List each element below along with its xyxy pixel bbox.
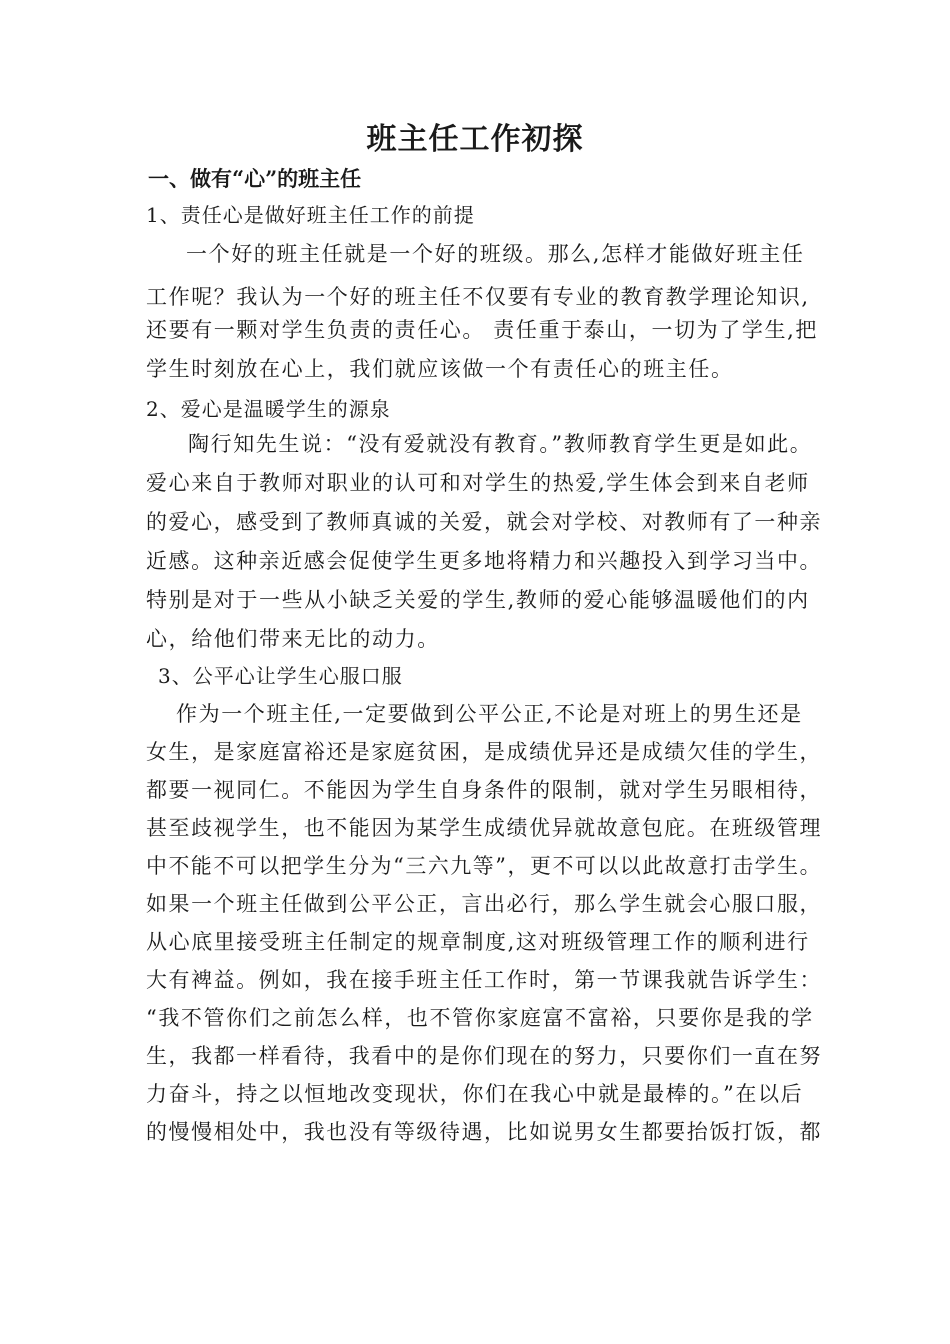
paragraph-line: 一个好的班主任就是一个好的班级。那么,怎样才能做好班主任 bbox=[186, 242, 805, 266]
paragraph-line: 从心底里接受班主任制定的规章制度,这对班级管理工作的顺利进行 bbox=[146, 930, 810, 954]
subsection-heading-2: 2、爱心是温暖学生的源泉 bbox=[146, 397, 391, 421]
paragraph-line: 作为一个班主任,一定要做到公平公正,不论是对班上的男生还是 bbox=[176, 702, 803, 726]
paragraph-line: 女生，是家庭富裕还是家庭贫困，是成绩优异还是成绩欠佳的学生， bbox=[146, 740, 823, 764]
document-title: 班主任工作初探 bbox=[366, 122, 584, 157]
section-heading-1: 一、做有“心”的班主任 bbox=[148, 166, 362, 191]
paragraph-line: 生，我都一样看待，我看中的是你们现在的努力，只要你们一直在努 bbox=[146, 1044, 823, 1068]
paragraph-line: 中不能不可以把学生分为“三六九等”，更不可以以此故意打击学生。 bbox=[146, 854, 823, 878]
paragraph-line: 大有裨益。例如，我在接手班主任工作时，第一节课我就告诉学生： bbox=[146, 968, 823, 992]
paragraph-line: 爱心来自于教师对职业的认可和对学生的热爱,学生体会到来自老师 bbox=[146, 471, 810, 495]
paragraph-line: 陶行知先生说：“没有爱就没有教育。”教师教育学生更是如此。 bbox=[188, 432, 813, 456]
subsection-heading-3: 3、公平心让学生心服口服 bbox=[158, 664, 403, 688]
paragraph-line: 的爱心，感受到了教师真诚的关爱，就会对学校、对教师有了一种亲 bbox=[146, 510, 823, 534]
paragraph-line: 特别是对于一些从小缺乏关爱的学生,教师的爱心能够温暖他们的内 bbox=[146, 588, 810, 612]
paragraph-line: 的慢慢相处中，我也没有等级待遇，比如说男女生都要抬饭打饭，都 bbox=[146, 1120, 823, 1144]
paragraph-line: 甚至歧视学生，也不能因为某学生成绩优异就故意包庇。在班级管理 bbox=[146, 816, 823, 840]
paragraph-line: 还要有一颗对学生负责的责任心。 责任重于泰山，一切为了学生,把 bbox=[146, 318, 818, 342]
paragraph-line: 都要一视同仁。不能因为学生自身条件的限制，就对学生另眼相待， bbox=[146, 778, 823, 802]
paragraph-line: 力奋斗，持之以恒地改变现状，你们在我心中就是最棒的。”在以后 bbox=[146, 1082, 804, 1106]
paragraph-line: 工作呢？我认为一个好的班主任不仅要有专业的教育教学理论知识, bbox=[146, 285, 810, 309]
paragraph-line: 心，给他们带来无比的动力。 bbox=[146, 627, 440, 651]
paragraph-line: 学生时刻放在心上，我们就应该做一个有责任心的班主任。 bbox=[146, 357, 734, 381]
paragraph-line: 如果一个班主任做到公平公正，言出必行，那么学生就会心服口服， bbox=[146, 892, 823, 916]
paragraph-line: “我不管你们之前怎么样，也不管你家庭富不富裕，只要你是我的学 bbox=[146, 1006, 814, 1030]
paragraph-line: 近感。这种亲近感会促使学生更多地将精力和兴趣投入到学习当中。 bbox=[146, 549, 823, 573]
subsection-heading-1: 1、责任心是做好班主任工作的前提 bbox=[146, 203, 475, 227]
